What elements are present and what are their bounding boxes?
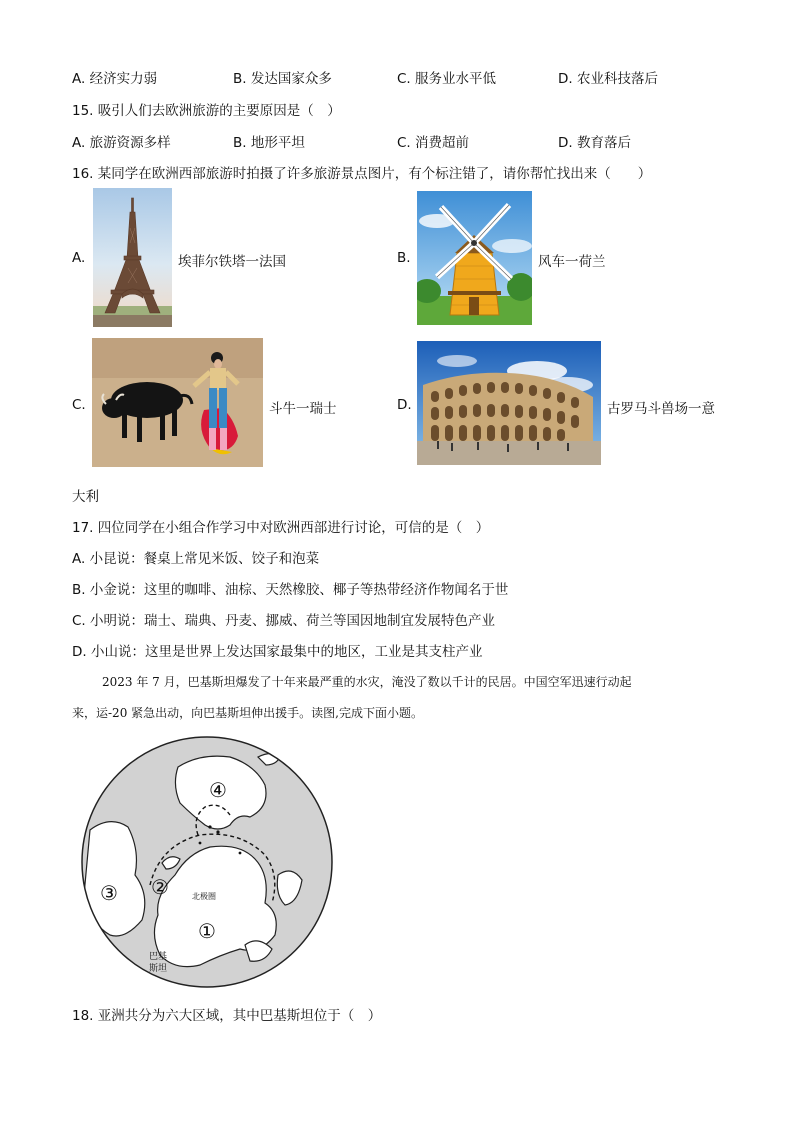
q18-stem: 18. 亚洲共分为六大区域，其中巴基斯坦位于（ ） (72, 1008, 382, 1024)
q15-option-a: A. 旅游资源多样 (72, 135, 171, 151)
passage-line-2: 来，运-20 紧急出动，向巴基斯坦伸出援手。读图,完成下面小题。 (72, 706, 423, 720)
map-label-pakistan-1: 巴基 (149, 952, 168, 962)
q15-stem: 15. 吸引人们去欧洲旅游的主要原因是（ ） (72, 103, 341, 119)
q15-option-d: D. 教育落后 (558, 135, 631, 151)
map-label-1: ① (198, 919, 216, 943)
q16-option-d-caption: 古罗马斗兽场一意 (607, 401, 715, 417)
q16-option-b-letter: B. (397, 250, 411, 266)
asia-polar-map (80, 735, 335, 990)
q16-option-c-letter: C. (72, 397, 86, 413)
map-label-3: ③ (100, 881, 118, 905)
q14-option-a: A. 经济实力弱 (72, 71, 158, 87)
map-label-arctic-circle: 北极圈 (192, 892, 216, 901)
q16-option-a-caption: 埃菲尔铁塔一法国 (178, 254, 286, 270)
q16-stem: 16. 某同学在欧洲西部旅游时拍摄了许多旅游景点图片，有个标注错了，请你帮忙找出来（ ） (72, 166, 652, 182)
q17-option-c: C. 小明说：瑞士、瑞典、丹麦、挪威、荷兰等国因地制宜发展特色产业 (72, 613, 496, 629)
q17-option-b: B. 小金说：这里的咖啡、油棕、天然橡胶、椰子等热带经济作物闻名于世 (72, 582, 509, 598)
q16-option-d-caption-wrap: 大利 (72, 489, 99, 505)
q14-option-b: B. 发达国家众多 (233, 71, 332, 87)
colosseum-photo (417, 341, 601, 465)
q14-option-c: C. 服务业水平低 (397, 71, 497, 87)
map-label-pakistan-2: 斯坦 (149, 964, 168, 974)
q16-option-a-letter: A. (72, 250, 86, 266)
eiffel-tower-photo (93, 188, 172, 327)
q14-option-d: D. 农业科技落后 (558, 71, 658, 87)
q17-stem: 17. 四位同学在小组合作学习中对欧洲西部进行讨论，可信的是（ ） (72, 520, 490, 536)
windmill-photo (417, 191, 532, 325)
q16-option-c-caption: 斗牛一瑞士 (269, 401, 337, 417)
q15-option-b: B. 地形平坦 (233, 135, 305, 151)
q16-option-d-letter: D. (397, 397, 412, 413)
q15-option-c: C. 消费超前 (397, 135, 470, 151)
bullfight-photo (92, 338, 263, 467)
map-label-4: ④ (209, 778, 227, 802)
q16-option-b-caption: 风车一荷兰 (538, 254, 606, 270)
map-label-2: ② (151, 875, 169, 899)
q17-option-d: D. 小山说：这里是世界上发达国家最集中的地区，工业是其支柱产业 (72, 644, 483, 660)
q17-option-a: A. 小昆说：餐桌上常见米饭、饺子和泡菜 (72, 551, 320, 567)
passage-line-1: 2023 年 7 月，巴基斯坦爆发了十年来最严重的水灾，淹没了数以千计的民居。中国空军迅速行动起 (102, 675, 632, 689)
